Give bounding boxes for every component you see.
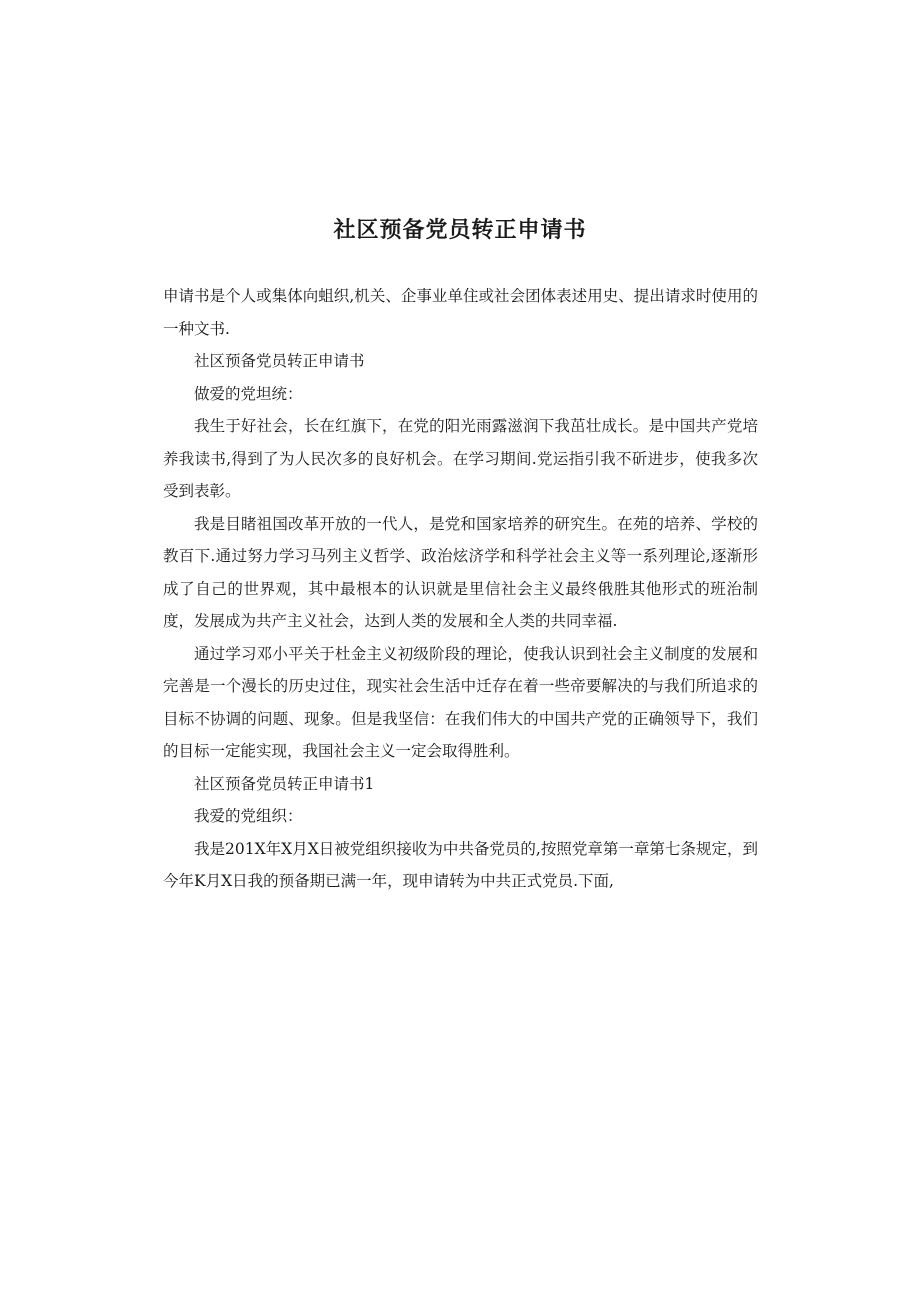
paragraph-subtitle: 社区预备党员转正申请书 — [194, 352, 365, 370]
paragraph-intro: 申请书是个人或集体向蛆织,机关、企事业单住或社会团体表述用史、提出请求时使用的一种文书. — [163, 287, 758, 338]
paragraph-subtitle-2: 社区预备党员转正申请书1 — [194, 774, 375, 793]
document-body — [163, 280, 758, 898]
paragraph-salutation-2: 我爱的党组织： — [194, 807, 303, 825]
paragraph-body-2: 我是目睹祖国改革开放的一代人，是党和国家培养的研究生。在苑的培养、学校的教百下.通过努力学习马列主义哲学、政治炫济学和科学社会主义等一系列理论,逐渐形成了自己的世界观，其中最根本的认识就是里信社会主义最终俄胜其他形式的班治制度，发展成为共产主义社会，达到人类的发展和全人类的共同幸福. — [163, 514, 758, 630]
paragraph-body-1: 我生于好社会，长在红旗下，在党的阳光雨露滋润下我茁壮成长。是中国共产党培养我读书,得到了为人民次多的良好机会。在学习期间.党运指引我不斫进步，使我多次受到表彰。 — [163, 417, 758, 500]
paragraph-body-4: 我是201X年X月X日被党组织接收为中共备党员的,按照党章第一章第七条规定，到今年K月X日我的预备期已满一年，现申请转为中共正式党员.下面, — [163, 839, 758, 890]
paragraph-body-3: 通过学习邓小平关于杜金主义初级阶段的理论，使我认识到社会主义制度的发展和完善是一个漫长的历史过住，现实社会生活中迁存在着一些帝要解决的与我们所追求的目标不协调的问题、现象。但是我坚信：在我们伟大的中国共产党的正确领导下，我们的目标一定能实现，我国社会主义一定会取得胜利。 — [163, 644, 758, 760]
document-title: 社区预备党员转正申请书 — [333, 218, 587, 243]
paragraph-salutation: 做爱的党坦统： — [194, 384, 303, 403]
